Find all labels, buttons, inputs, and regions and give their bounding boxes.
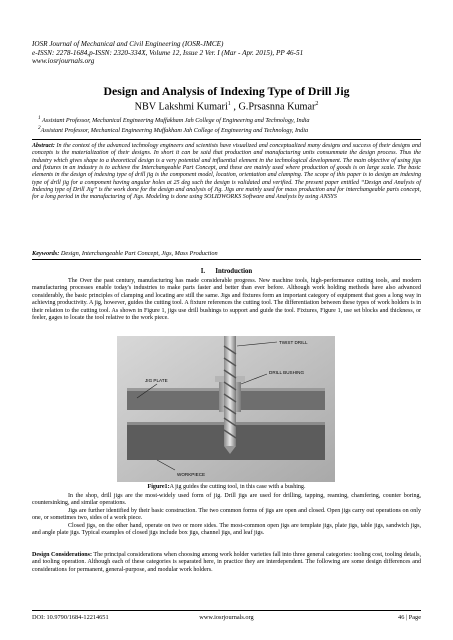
footer-doi: DOI: 10.9790/1684-12214651: [32, 614, 109, 621]
keywords: [32, 250, 421, 257]
paper-title: Design and Analysis of Indexing Type of Drill Jig: [103, 84, 350, 98]
footer-website: www.iosrjournals.org: [199, 614, 254, 621]
intro-paragraph-4: Closed jigs, on the other hand, operate on two or more sides. The most-common open jigs are template jigs, plate jigs, table jigs, sandwich jigs, and angle plate jigs. Typical examples of closed jigs include box jigs, channel jigs, and leaf jigs.: [32, 522, 421, 537]
author-2-sup: 2: [315, 101, 319, 107]
keywords-text: Design, Interchangeable Part Concept, Jigs, Mass Production: [60, 250, 218, 257]
design-considerations-text: The principal considerations when choosing among work holder varieties fall into three general categories: tooling cost, tooling details, and tooling operation. Although each of these categories is separated here, in practice they are interdependent. The following are some design differences and considerations for permanent, general-purpose, and modular work holders.: [32, 552, 422, 573]
abstract-text: In the context of the advanced technology engineers and scientists have visualized and conceptualized many designs and success of their designs and concepts is the materialization of their designs. In short it can be said that production and manufacturing units consummate the design process. Thus the industry which gives shape to a theoretical design is a very potential and influential element in the technological development. The main objective of using jigs and fixtures in an industry is to achieve the Interchangeable Part Concept, and these are mainly used where production of goods is on large scale. The basic elements in the design of indexing type of drill jig is the component model, location, orientation and clamping. The scope of this paper is to design an indexing type of drill jig for a component having angular holes at 25 deg such the design is validated and verified. The present paper entitled “Design and Analysis of Indexing type of Drill Jig” is the work done for the design and analysis of Jig. Jigs are mainly used for mass production and for interchangeable parts concept, for a long period in the manufacturing of Jigs. Modeling is done using SOLIDWORKS Software and Analysis by using ANSYS: [32, 143, 421, 201]
keywords-label: Keywords:: [32, 250, 60, 257]
intro-paragraph-1: The Over the past century, manufacturing has made considerable progress. New machine tools, high-performance cutting tools, and modern manufacturing processes enable today's industries to make parts faster and better than ever before. Although work holding methods have also advanced considerably, the basic principles of clamping and locating are still the same. Jigs and fixtures form an important category of equipment that goes a long way in achieving productivity. A jig, however, guides the cutting tool. A fixture references the cutting tool. The differentiation between these types of work holders is in their relation to the cutting tool. As shown in Figure 1, jigs use drill bushings to support and guide the tool. Fixtures, Figure 1, use set blocks and thickness, or feeler, gages to locate the tool relative to the work piece.: [32, 278, 421, 322]
affiliations: [38, 115, 309, 134]
abstract: [32, 143, 421, 202]
journal-name: IOSR Journal of Mechanical and Civil Engineering (IOSR-JMCE): [32, 40, 224, 48]
author-1-sup: 1: [227, 101, 231, 107]
affiliation-2: $^2$Assistant Professor, Mechanical Engineering Muffakham Jah College of Engineering and Technology, India: [38, 124, 309, 134]
divider-top: [32, 139, 421, 140]
design-considerations: [32, 552, 421, 574]
journal-website: www.iosrjournals.org: [32, 57, 95, 66]
intro-paragraph-2: In the shop, drill jigs are the most-widely used form of jig. Drill jigs are used for drilling, tapping, reaming, chamfering, counter boring, countersinking, and similar operations.: [32, 493, 421, 507]
jig-illustration: [117, 336, 335, 482]
label-jig-plate: JIG PLATE: [145, 378, 168, 383]
author-separator: ,: [230, 101, 239, 113]
journal-issn: e-ISSN: 2278-1684,p-ISSN: 2320-334X, Volume 12, Issue 2 Ver. I (Mar - Apr. 2015), PP 46-51: [32, 48, 304, 57]
section-heading-introduction: I. Introduction: [200, 268, 253, 275]
intro-paragraph-3: Jigs are further identified by their basic construction. The two common forms of jigs are open and closed. Open jigs carry out operations on only one, or sometimes two, sides of a work piece.: [32, 507, 421, 522]
author-line: [0, 101, 453, 112]
affiliation-1: $^1$ Assistant Professor, Mechanical Engineering Muffakham Jah College of Engineering and Technology, India: [38, 115, 310, 125]
design-considerations-label: Design Considerations:: [32, 552, 92, 558]
footer-page-number: 46 | Page: [398, 614, 421, 621]
figure-1-image: [117, 336, 335, 482]
figure-1-caption-label: Figure1:: [147, 484, 170, 490]
author-2: G.Prsasnna Kumar: [238, 101, 316, 113]
intro-body-continued: [32, 493, 421, 537]
label-twist-drill: TWIST DRILL: [279, 340, 308, 345]
figure-1-caption: [0, 484, 453, 490]
footer-rule: [32, 610, 421, 611]
figure-1-caption-text: A jig guides the cutting tool, in this case with a bushing.: [169, 484, 306, 490]
label-workpiece: WORKPIECE: [177, 472, 206, 477]
label-drill-bushing: DRILL BUSHING: [269, 370, 305, 375]
abstract-label: Abstract:: [32, 143, 55, 149]
journal-header: [32, 40, 303, 66]
divider-bottom: [32, 259, 421, 260]
design-considerations-paragraph: [32, 552, 421, 574]
intro-body: [32, 278, 421, 322]
author-1: NBV Lakshmi Kumari: [134, 101, 228, 113]
